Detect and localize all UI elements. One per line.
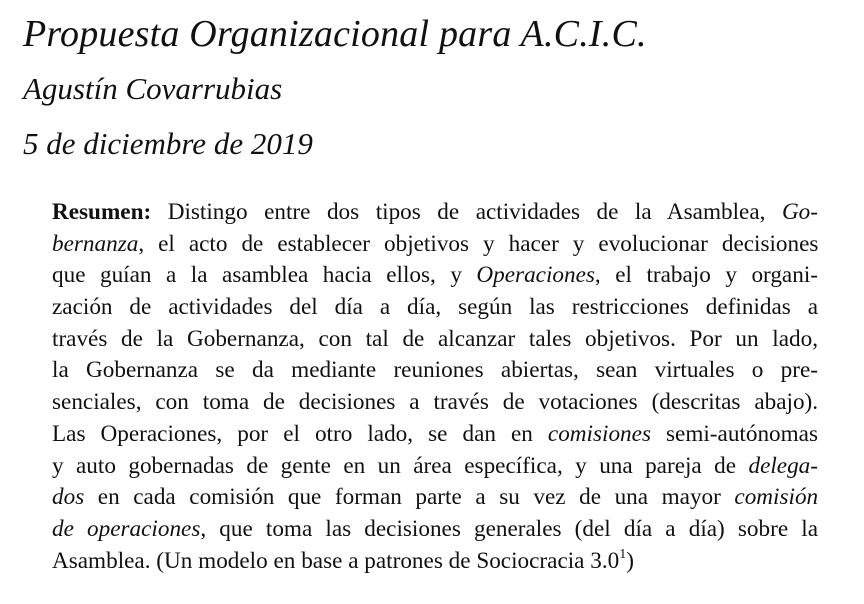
abstract-line — [52, 355, 818, 387]
emphasis-term: delega- — [748, 452, 818, 479]
abstract-text: senciales, con toma de decisiones a través de votaciones (descritas abajo). — [52, 389, 819, 416]
abstract-text: , el acto de establecer objetivos y hacer y evolucionar decisiones — [138, 230, 819, 257]
emphasis-term: bernanza — [52, 230, 139, 257]
emphasis-term: Go- — [781, 199, 818, 225]
abstract-text: Asamblea. (Un modelo en base a patrones de Sociocracia 3.0 — [52, 547, 620, 574]
abstract-text: y auto gobernadas de gente en un área específica, y una pareja de — [52, 452, 749, 479]
emphasis-term: Operaciones — [476, 262, 595, 289]
abstract-text: través de la Gobernanza, con tal de alcanzar tales objetivos. Por un lado, — [52, 325, 818, 352]
abstract-line — [52, 546, 818, 578]
emphasis-term: comisión — [734, 484, 819, 511]
abstract-line — [52, 419, 818, 451]
abstract-text: Distingo entre dos tipos de actividades de la Asamblea, — [151, 199, 782, 225]
document-title: Propuesta Organizacional para A.C.I.C. — [23, 13, 647, 55]
abstract-text: , que toma las decisiones generales (del día a día) sobre la — [200, 515, 818, 542]
abstract-line — [52, 482, 818, 514]
document-author: Agustín Covarrubias — [23, 71, 283, 106]
abstract-line — [52, 260, 818, 292]
abstract-text: que guían a la asamblea hacia ellos, y — [52, 262, 477, 289]
abstract-line — [52, 514, 818, 546]
abstract-text: en cada comisión que forman parte a su vez de una mayor — [84, 484, 735, 511]
abstract-text: Las Operaciones, por el otro lado, se dan en — [52, 420, 548, 447]
abstract-line — [52, 451, 818, 483]
abstract-line — [52, 324, 818, 356]
abstract-line — [52, 229, 818, 261]
emphasis-term: dos — [52, 484, 85, 511]
abstract-line — [52, 292, 818, 324]
abstract-text: semi-autónomas — [650, 420, 818, 447]
abstract-text: la Gobernanza se da mediante reuniones abiertas, sean virtuales o pre- — [52, 357, 818, 384]
abstract-line — [52, 197, 818, 229]
emphasis-term: comisiones — [547, 420, 651, 447]
abstract-text: zación de actividades del día a día, según las restricciones definidas a — [52, 294, 818, 321]
footnote-marker-link[interactable]: 1 — [619, 546, 627, 562]
abstract-text: ) — [626, 547, 634, 574]
abstract-text: , el trabajo y organi- — [594, 262, 818, 289]
emphasis-term: de operaciones — [52, 515, 201, 542]
document-date: 5 de diciembre de 2019 — [23, 126, 313, 161]
abstract-line — [52, 387, 818, 419]
abstract-label: Resumen: — [52, 199, 152, 225]
abstract — [52, 197, 818, 577]
